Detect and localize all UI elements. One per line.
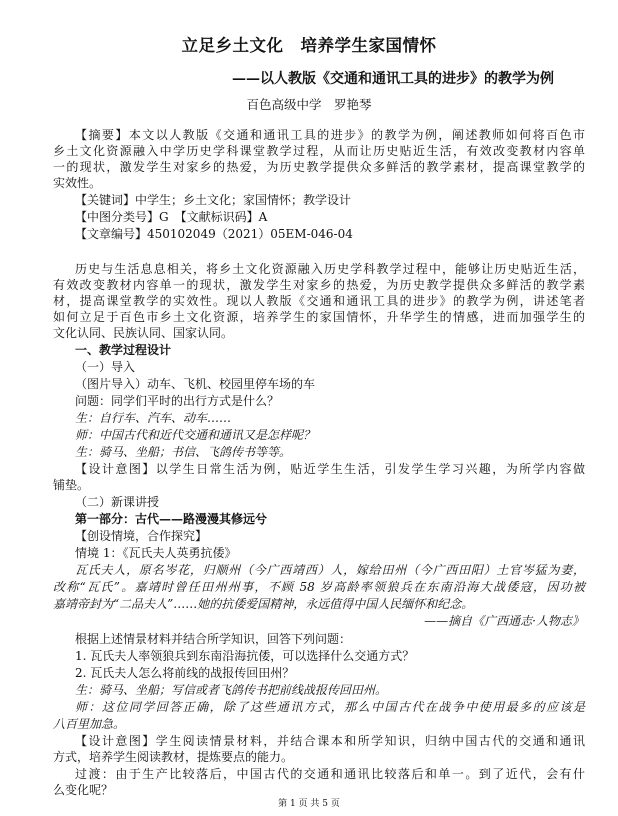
abstract-line: 一的现状，激发学生对家乡的热爱，为历史教学提供众多鲜活的教学素材，提高课堂教学的	[53, 160, 585, 174]
subsection-heading: （二）新课讲授	[75, 495, 160, 509]
abstract-line: 实效性。	[53, 176, 102, 190]
lesson-line: 师：中国古代和近代交通和通讯又是怎样呢？	[75, 428, 316, 442]
design-intent-line: 【设计意图】以学生日常生活为例，贴近学生生活，引发学生学习兴趣，为所学内容做	[75, 462, 585, 476]
page-footer: 第 1 页 共 5 页	[278, 799, 340, 809]
intro-line: 如何立足于百色市乡土文化资源，培养学生的家国情怀，升华学生的情感，进而加强学生的	[53, 310, 585, 324]
story-line: 改称“瓦氏”。嘉靖时曾任田州州事，不顾 58 岁高龄率领狼兵在东南沿海大战倭寇，因功被	[53, 580, 585, 594]
transition-line: 么变化呢？	[53, 783, 114, 797]
question-1: 1. 瓦氏夫人率领狼兵到东南沿海抗倭，可以选择什么交通方式？	[75, 649, 415, 663]
keywords: 【关键词】中学生；乡土文化；家国情怀；教学设计	[75, 193, 352, 207]
scenario-heading: 【创设情境，合作探究】	[75, 529, 208, 543]
lesson-line: （图片导入）动车、飞机、校园里停车场的车	[75, 377, 316, 391]
paper-title: 立足乡土文化 培养学生家国情怀	[181, 36, 437, 55]
author-line: 百色高级中学 罗艳琴	[246, 97, 372, 112]
paper-subtitle: ——以人教版《交通和通讯工具的进步》的教学为例	[232, 71, 554, 87]
abstract-line: 【摘要】本文以人教版《交通和通讯工具的进步》的教学为例，阐述教师如何将百色市	[75, 128, 585, 142]
design-intent-line: 方式，培养学生阅读教材，提炼要点的能力。	[53, 750, 294, 764]
classification-number: 【中图分类号】G 【文献标识码】A	[75, 210, 268, 224]
intro-line: 材，提高课堂教学的实效性。现以人教版《交通和通讯工具的进步》的教学为例，讲述笔者	[53, 294, 585, 308]
lesson-line: 生：骑马、坐船；书信、飞鸽传书等等。	[75, 445, 292, 459]
teacher-line: 八百里加急。	[53, 717, 126, 731]
intro-line: 历史与生活息息相关，将乡土文化资源融入历史学科教学过程中，能够让历史贴近生活，	[75, 262, 585, 276]
transition-line: 过渡：由于生产比较落后，中国古代的交通和通讯比较落后和单一。到了近代，会有什	[75, 767, 585, 781]
section-heading: 一、教学过程设计	[75, 343, 172, 357]
question-intro: 根据上述情景材料并结合所学知识，回答下列问题：	[75, 632, 352, 646]
question-2: 2. 瓦氏夫人怎么将前线的战报传回田州？	[75, 666, 295, 680]
part-heading: 第一部分：古代——路漫漫其修远兮	[75, 512, 268, 526]
intro-line: 文化认同、民族认同、国家认同。	[53, 326, 234, 340]
design-intent-line: 【设计意图】学生阅读情景材料，并结合课本和所学知识，归纳中国古代的交通和通讯	[75, 734, 585, 748]
intro-line: 有效改变教材内容单一的现状，激发学生对家乡的热爱，为历史教学提供众多鲜活的教学素	[53, 278, 585, 292]
design-intent-line: 铺垫。	[53, 478, 90, 492]
case-title: 情境 1：《瓦氏夫人英勇抗倭》	[75, 546, 237, 560]
abstract-line: 乡土文化资源融入中学历史学科课堂教学过程，从而让历史贴近生活，有效改变教材内容单	[53, 144, 585, 158]
story-source: ——摘自《广西通志·人物志》	[424, 614, 584, 628]
subsection-heading: （一）导入	[75, 360, 136, 374]
story-line: 嘉靖帝封为“二品夫人”……她的抗倭爱国精神，永远值得中国人民缅怀和纪念。	[53, 597, 474, 611]
story-line: 瓦氏夫人，原名岑花，归顺州（今广西靖西）人，嫁给田州（今广西田阳）土官岑猛为妻，	[75, 563, 585, 577]
teacher-line: 师：这位同学回答正确，除了这些通讯方式，那么中国古代在战争中使用最多的应该是	[75, 700, 585, 714]
student-answer: 生：骑马、坐船；写信或者飞鸽传书把前线战报传回田州。	[75, 683, 388, 697]
article-number: 【文章编号】450102049（2021）05EM-046-04	[75, 227, 353, 241]
lesson-line: 生：自行车、汽车、动车……	[75, 411, 232, 425]
lesson-line: 问题：同学们平时的出行方式是什么？	[75, 394, 280, 408]
